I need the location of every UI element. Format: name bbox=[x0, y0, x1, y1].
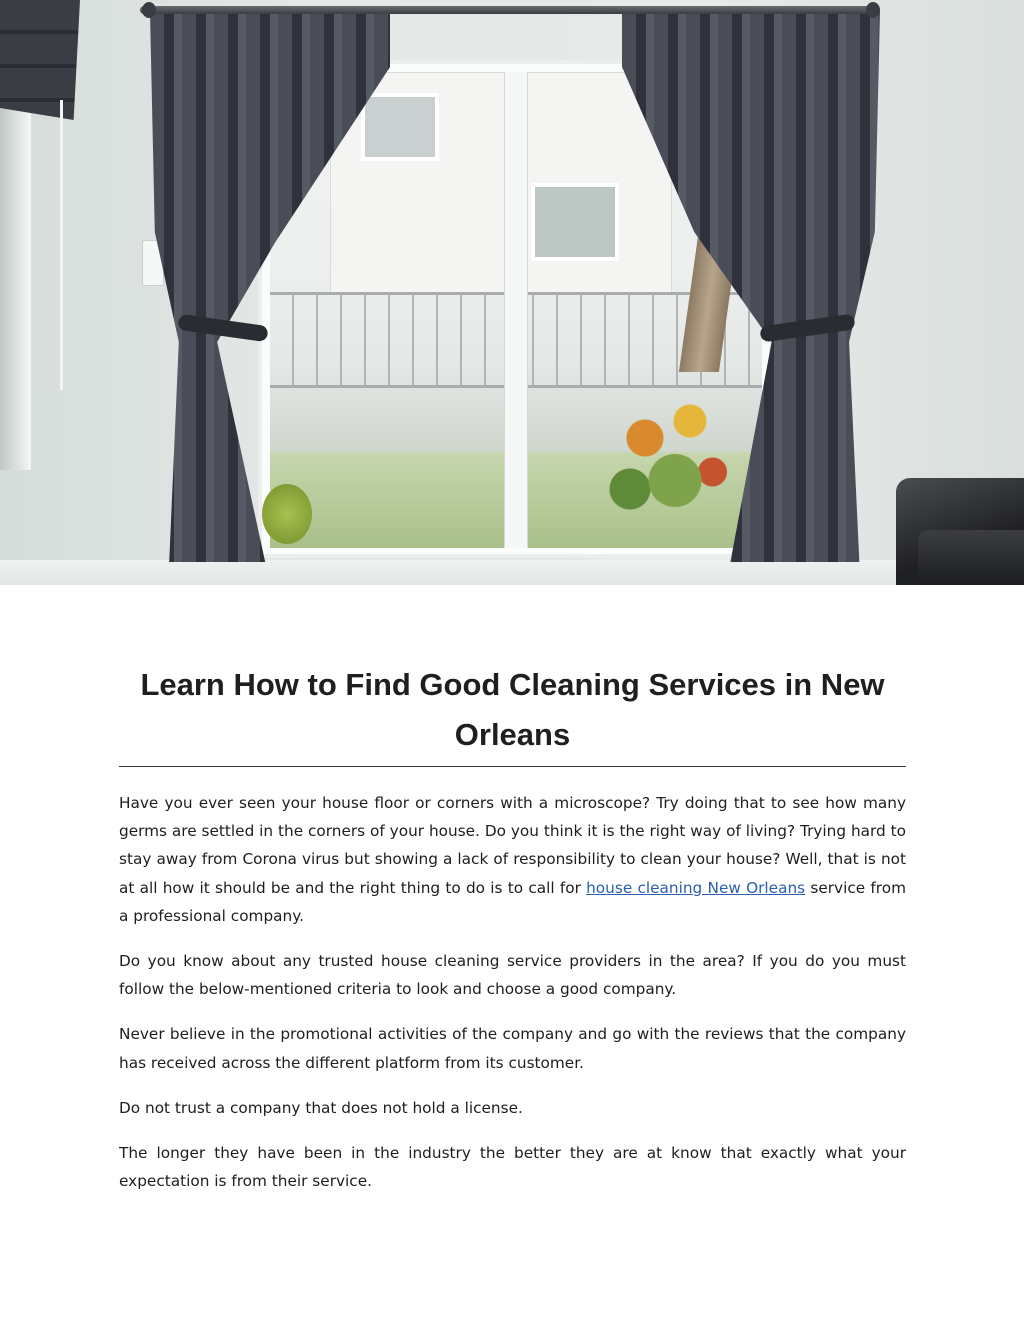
rod-finial bbox=[142, 2, 156, 18]
house-cleaning-link[interactable]: house cleaning New Orleans bbox=[586, 878, 806, 897]
paragraph bbox=[119, 789, 906, 930]
sofa-seat bbox=[918, 530, 1024, 585]
article-title: Learn How to Find Good Cleaning Services in New Orleans bbox=[119, 660, 906, 767]
blind-cord bbox=[60, 100, 63, 390]
shrub bbox=[262, 484, 312, 544]
paragraph-text: service from a professional company. bbox=[119, 878, 907, 925]
floor bbox=[0, 560, 1024, 585]
rod-finial bbox=[866, 2, 880, 18]
house-window bbox=[531, 183, 619, 261]
neighbor-house bbox=[330, 72, 672, 294]
door-mullion bbox=[504, 72, 528, 548]
paragraph-text: Have you ever seen your house floor or corners with a microscope? Try doing that to see how many germs are settled in the corners of your house. Do you think it is the right way of living? Trying hard to stay away from Corona virus but showing a lack of responsibility to clean your house? Well, that is not at all how it should be and the right thing to do is to call for bbox=[119, 794, 906, 897]
paragraph: The longer they have been in the industry the better they are at know that exactly what your expectation is from their service. bbox=[119, 1144, 906, 1191]
croton-plant bbox=[600, 370, 750, 540]
article-body bbox=[119, 789, 906, 1195]
roman-shade bbox=[0, 0, 80, 120]
article bbox=[119, 660, 906, 1212]
curtain-rod bbox=[140, 6, 880, 14]
paragraph: Never believe in the promotional activities of the company and go with the reviews that the company has received across the different platform from its customer. bbox=[119, 1025, 906, 1072]
paragraph: Do not trust a company that does not hold a license. bbox=[119, 1098, 523, 1117]
side-window bbox=[0, 90, 31, 470]
paragraph: Do you know about any trusted house cleaning service providers in the area? If you do you must follow the below-mentioned criteria to look and choose a good company. bbox=[119, 952, 906, 999]
hero-photo bbox=[0, 0, 1024, 585]
house-window bbox=[361, 93, 439, 161]
